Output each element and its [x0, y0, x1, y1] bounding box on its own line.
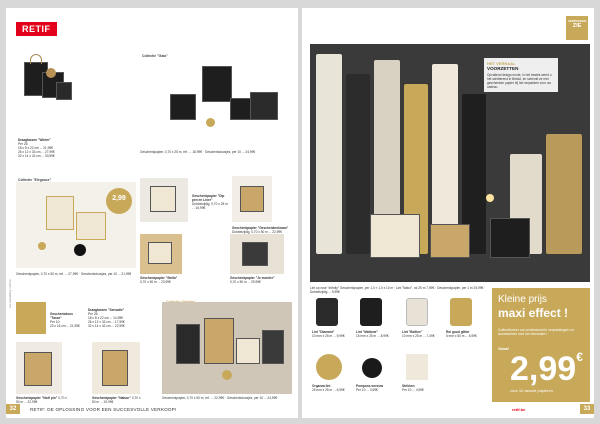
- gaia-photo: [140, 58, 290, 144]
- natural-caption-body: 0,70 x 50 m ... 19,99€: [92, 396, 141, 404]
- retif-logo[interactable]: RETIF: [16, 22, 57, 36]
- promo-line2: maxi effect !: [498, 306, 569, 320]
- overlay-kicker: HET VERHAAL: [487, 61, 516, 66]
- overlay-body: Opvallend design mode, in het bestek werkt u het schitterend in Bristol, en schenkt ze met geschenken papier bij het verpakken voor uw cadeau: [487, 73, 552, 89]
- organza-caption: [312, 384, 352, 392]
- ribbon-2: [360, 298, 382, 326]
- pompom-photo: [362, 358, 382, 378]
- candle-light: [486, 194, 494, 202]
- kraft-box: [240, 186, 264, 212]
- lint4-title: Rol goud glitter: [446, 330, 470, 334]
- elegance-ornament-gold: [38, 242, 46, 250]
- golden-ornament: [222, 370, 232, 380]
- stella-caption-title: Geschenkpapier "Stella": [140, 276, 178, 280]
- lint4-body: 5 mm x 50 m ... 6,99€: [446, 334, 477, 338]
- promo-note: voor 10 assorti papieren: [510, 388, 553, 393]
- section-tag-bottom: ZIE: [572, 23, 582, 29]
- dip-caption: [192, 194, 228, 210]
- price-circle-value: 2,99: [112, 195, 126, 202]
- jeweled-caption: [230, 276, 290, 284]
- bag-small: [56, 82, 72, 100]
- roll-1: [316, 54, 342, 254]
- gaia-box-2: [230, 98, 252, 120]
- tassen-caption: [50, 312, 84, 328]
- jeweled-photo: [230, 234, 284, 274]
- gaia-box-3: [250, 92, 278, 120]
- bag-handle: [30, 54, 42, 64]
- promo-line1: Kleine prijs: [498, 294, 547, 305]
- gift-box-1: [370, 214, 420, 258]
- gift-box-3: [490, 218, 530, 258]
- footer-text: RETIF: DE OPLOSSING VOOR EEN SUCCESVOLLE VERKOOP!: [30, 407, 177, 412]
- tassen-photo: [16, 302, 46, 334]
- draag-caption-title: Draagtassen "Sensatie": [88, 308, 125, 312]
- stella-caption-body: 0,70 x 50 m ... 23,99€: [140, 280, 171, 284]
- ribbon-1: [316, 298, 338, 326]
- bow-title: Strikken: [402, 384, 415, 388]
- promo-price: [510, 350, 583, 389]
- natural-photo: [92, 342, 140, 394]
- ornament: [46, 68, 56, 78]
- site-link[interactable]: retif.be: [512, 407, 526, 412]
- lint1-title: Lint "Diamant": [312, 330, 335, 334]
- dip-caption-body: Dubbelzijdig, 0,70 x 25 m ... 16,99€: [192, 202, 228, 210]
- promo-box: [492, 288, 590, 402]
- dip-box: [150, 186, 176, 212]
- golden-caption: Geschenkpapier, 0,70 x 50 m, ref. ... 22,99€ · Geschenkdoosjes, per 10 ... 24,99€: [162, 396, 278, 400]
- stella-box: [148, 242, 172, 264]
- section-tag-top: VERPAKKEN: [567, 19, 587, 23]
- organza-title: Organza lint: [312, 384, 331, 388]
- noel-photo: [16, 342, 62, 394]
- dip-caption-title: Geschenkpapier "Dip pen en Liner": [192, 194, 225, 202]
- elegance-bag: [46, 196, 74, 230]
- organza-body: 25 mm x 25 m ... 6,99€: [312, 388, 345, 392]
- side-text: Uw bestelling: retif.be: [8, 279, 12, 308]
- gift-box-2: [430, 224, 470, 258]
- bags-photo: [16, 42, 76, 134]
- kraft-photo: [232, 176, 272, 222]
- ribbon-3: [406, 298, 428, 326]
- lint3-body: 10 mm x 25 m ... 7,49€: [402, 334, 435, 338]
- promo-body: Collectioneer uw professionele verpakkingen en accessoires met uw decoratie !: [498, 328, 575, 337]
- natural-caption: [92, 396, 142, 404]
- pompom-body: Per 10 ... 3,99€: [356, 388, 378, 392]
- price-circle: [106, 188, 132, 214]
- dip-photo: [140, 178, 188, 222]
- page-number-left: 32: [6, 404, 20, 414]
- jeweled-box: [242, 242, 268, 266]
- jeweled-caption-body: 0,70 x 50 m ... 29,99€: [230, 280, 261, 284]
- elegance-label: Collectie "Elegance": [18, 178, 52, 182]
- kraft-caption-body: Dubbelzijdig, 0,70 x 50 m ... 22,99€: [232, 230, 282, 234]
- noel-caption-title: Geschenkpapier "Noël pin": [16, 396, 58, 400]
- lint1-caption: [312, 330, 352, 338]
- draag-caption-body: Per 25: 18 x 8 x 22 cm ... 14,99€ 26 x 12 x 33 cm ... 17,99€ 32 x 14 x 42 cm ... 22,99€: [88, 312, 125, 328]
- page-number-right: 33: [580, 404, 594, 414]
- gaia-bag: [202, 66, 232, 102]
- left-page: [6, 8, 298, 418]
- right-page: [302, 8, 594, 418]
- bags-caption-body: Per 25: 18 x 8 x 22 cm ... 21,99€ 26 x 12 x 33 cm ... 27,99€ 32 x 14 x 42 cm ... 33,99€: [18, 142, 55, 158]
- kraft-caption: [232, 226, 292, 234]
- ribbon-4: [450, 298, 472, 326]
- stella-caption: [140, 276, 188, 284]
- golden-box-1: [236, 338, 260, 364]
- lint4-caption: [446, 330, 488, 338]
- jeweled-caption-title: Geschenkpapier "Je moeder": [230, 276, 275, 280]
- lint3-caption: [402, 330, 442, 338]
- pompom-title: Pompons sneeuw: [356, 384, 384, 388]
- promo-label: Vanaf: [498, 346, 509, 351]
- natural-caption-title: Geschenkpapier "Natuur": [92, 396, 131, 400]
- bow-body: Per 10 ... 4,99€: [402, 388, 424, 392]
- lint2-caption: [356, 330, 396, 338]
- elegance-box: [76, 212, 106, 240]
- noel-caption: [16, 396, 70, 404]
- golden-bag-2: [204, 318, 234, 364]
- gaia-caption: Geschenkpapier, 0,70 x 25 m, ref. ... 18,99€ · Geschenkdoosjes, per 10 ... 24,99€: [140, 150, 256, 154]
- golden-box-2: [262, 330, 284, 364]
- pompom-caption: [356, 384, 396, 392]
- gaia-ornament: [206, 118, 215, 127]
- lint1-body: 10 mm x 25 m ... 9,99€: [312, 334, 345, 338]
- overlay-text: [484, 58, 558, 92]
- noel-caption-body: 0,70 x 50 m ... 22,99€: [16, 396, 67, 404]
- stella-photo: [140, 234, 182, 274]
- natural-box: [102, 350, 128, 386]
- lint2-title: Lint "Mattone": [356, 330, 378, 334]
- tassen-caption-title: Geschenkdoos "Tasse": [50, 312, 73, 320]
- roll-8: [546, 134, 582, 254]
- lint2-body: 15 mm x 25 m ... 8,99€: [356, 334, 389, 338]
- organza-photo: [316, 354, 342, 380]
- golden-photo: [162, 302, 292, 394]
- roll-2: [346, 74, 370, 254]
- tassen-caption-body: Per 10: 23 x 16 cm ... 21,99€: [50, 320, 80, 328]
- section-tag[interactable]: [566, 16, 588, 40]
- promo-price-value: 2,99: [510, 350, 577, 388]
- elegance-ornament-black: [74, 244, 86, 256]
- draag-caption: [88, 308, 138, 328]
- gaia-label: Collectie "Gaia": [142, 54, 168, 58]
- bow-photo: [406, 354, 428, 380]
- kraft-caption-title: Geschenkpapier "Geschenkenkraan": [232, 226, 289, 230]
- gaia-box-1: [170, 94, 196, 120]
- bow-caption: [402, 384, 442, 392]
- golden-bag-1: [176, 324, 200, 364]
- promo-price-unit: €: [576, 350, 583, 364]
- main-caption: Lint op rose "Infinity" Geschenkpapier, per 1,0 × 1,0 x 10 m · Lint "Natur", rol 25 m 7,99€ · Geschenkpapier, per 1 m 25,99€ · Dubbelzijdig ... 9,99€: [310, 286, 486, 294]
- elegance-caption: Geschenkpapier, 0,70 x 50 m, ref. ... 27,99€ · Geschenkdoosjes, per 10 ... 21,99€: [16, 272, 132, 276]
- lint3-title: Lint "Bolline": [402, 330, 423, 334]
- bags-caption-title: Draagtassen "Winter": [18, 138, 51, 142]
- bags-caption: [18, 138, 74, 158]
- noel-box: [24, 352, 52, 386]
- overlay-title: VOORZETTEN: [487, 66, 519, 71]
